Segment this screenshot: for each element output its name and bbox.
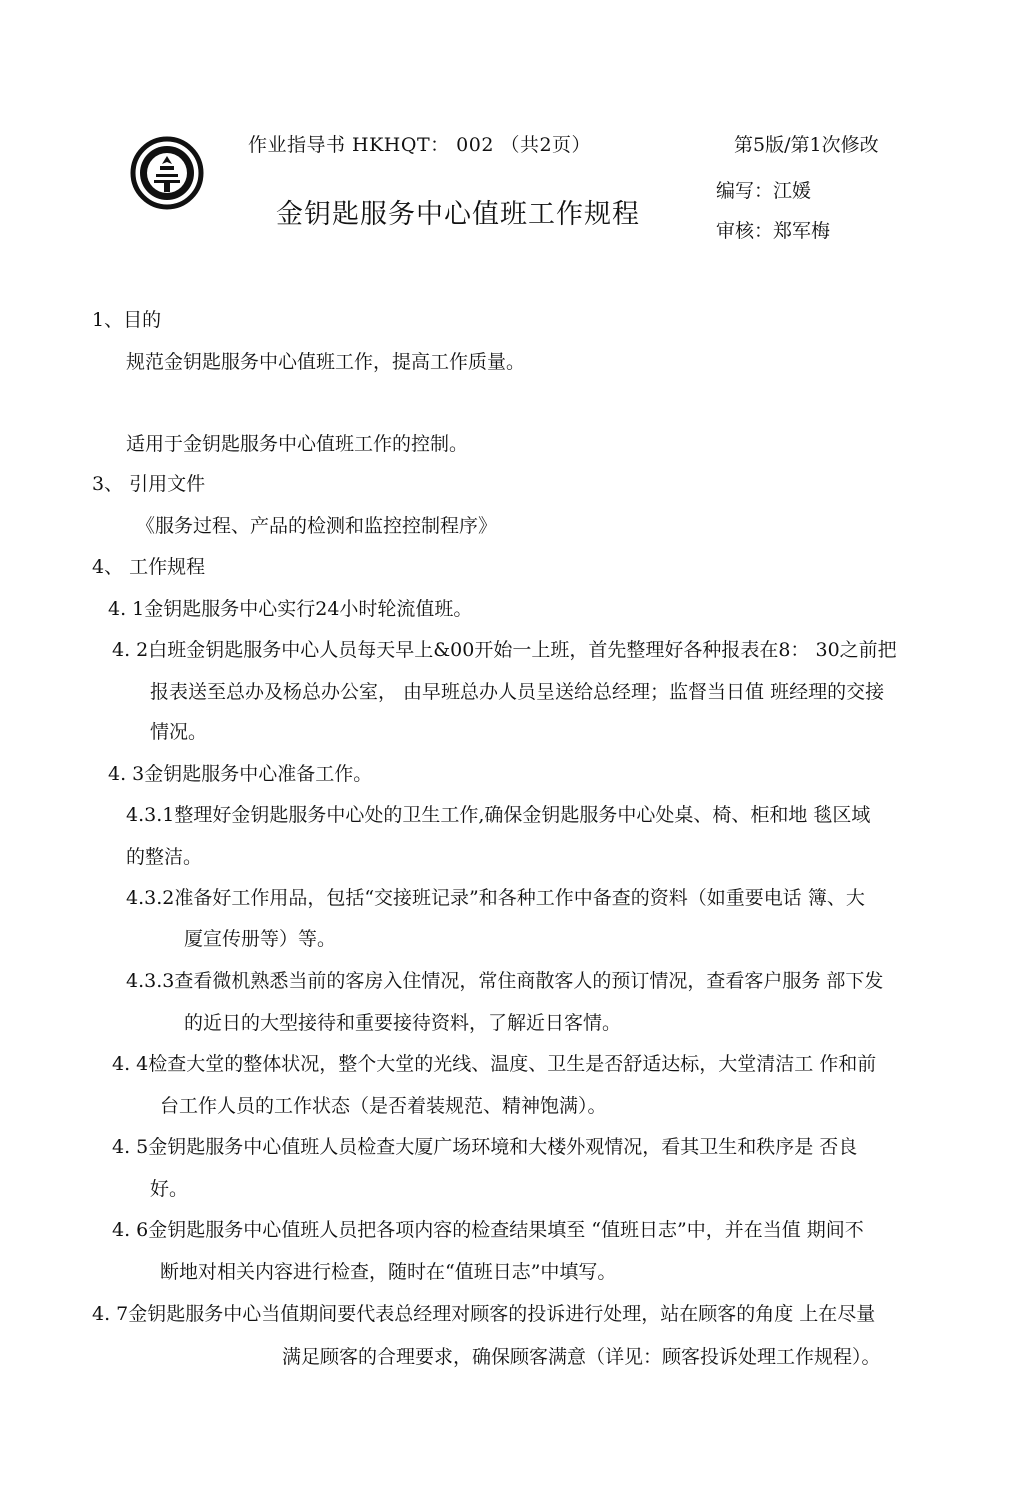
para-4-3-1-line-2: 的整洁。 (126, 846, 203, 868)
reviewer-line: 审核：郑军梅 (716, 220, 831, 242)
para-4-7-line-2: 满足顾客的合理要求，确保顾客满意（详见：顾客投诉处理工作规程）。 (282, 1346, 881, 1368)
para-4-4-line-1: 4. 4检查大堂的整体状况，整个大堂的光线、温度、卫生是否舒适达标，大堂清洁工 作和前 (112, 1053, 877, 1075)
section-1-heading: 1、目的 (92, 309, 162, 331)
document-code: 作业指导书 HKHQT： 002 （共2页） (248, 134, 592, 156)
section-3-heading: 3、 引用文件 (92, 473, 206, 495)
para-4-4-line-2: 台工作人员的工作状态（是否着装规范、精神饱满）。 (160, 1095, 607, 1117)
para-4-3-1-line-1: 4.3.1整理好金钥匙服务中心处的卫生工作,确保金钥匙服务中心处桌、椅、柜和地 毯区域 (126, 804, 871, 826)
para-4-6-line-2: 断地对相关内容进行检查，随时在“值班日志”中填写。 (160, 1261, 617, 1283)
para-4-3: 4. 3金钥匙服务中心准备工作。 (108, 763, 373, 785)
author-line: 编写：江媛 (716, 180, 812, 202)
para-4-2-line-2: 报表送至总办及杨总办公室， 由早班总办人员呈送给总经理；监督当日值 班经理的交接 (150, 681, 885, 703)
para-4-1: 4. 1金钥匙服务中心实行24小时轮流值班。 (108, 598, 473, 620)
para-4-6-line-1: 4. 6金钥匙服务中心值班人员把各项内容的检查结果填至 “值班日志”中，并在当值 期间不 (112, 1219, 864, 1241)
section-4-heading: 4、 工作规程 (92, 556, 206, 578)
para-4-5-line-2: 好。 (150, 1178, 189, 1200)
para-4-3-2-line-2: 厦宣传册等）等。 (184, 928, 337, 950)
section-1-text: 规范金钥匙服务中心值班工作，提高工作质量。 (126, 351, 526, 373)
para-4-7-line-1: 4. 7金钥匙服务中心当值期间要代表总经理对顾客的投诉进行处理，站在顾客的角度 上在尽量 (92, 1303, 876, 1325)
section-3-text: 《服务过程、产品的检测和监控控制程序》 (136, 515, 498, 537)
section-2-text: 适用于金钥匙服务中心值班工作的控制。 (126, 433, 469, 455)
para-4-5-line-1: 4. 5金钥匙服务中心值班人员检查大厦广场环境和大楼外观情况，看其卫生和秩序是 否良 (112, 1136, 858, 1158)
company-logo-icon (130, 136, 204, 210)
para-4-3-3-line-2: 的近日的大型接待和重要接待资料，了解近日客情。 (184, 1012, 622, 1034)
para-4-3-2-line-1: 4.3.2准备好工作用品，包括“交接班记录”和各种工作中备查的资料（如重要电话 簿、大 (126, 887, 865, 909)
page-title: 金钥匙服务中心值班工作规程 (276, 199, 640, 230)
revision-info: 第5版/第1次修改 (734, 134, 879, 156)
para-4-2-line-3: 情况。 (150, 721, 208, 743)
para-4-3-3-line-1: 4.3.3查看微机熟悉当前的客房入住情况，常住商散客人的预订情况，查看客户服务 部下发 (126, 970, 884, 992)
para-4-2-line-1: 4. 2白班金钥匙服务中心人员每天早上&00开始一上班，首先整理好各种报表在8： 30之前把 (112, 639, 897, 661)
